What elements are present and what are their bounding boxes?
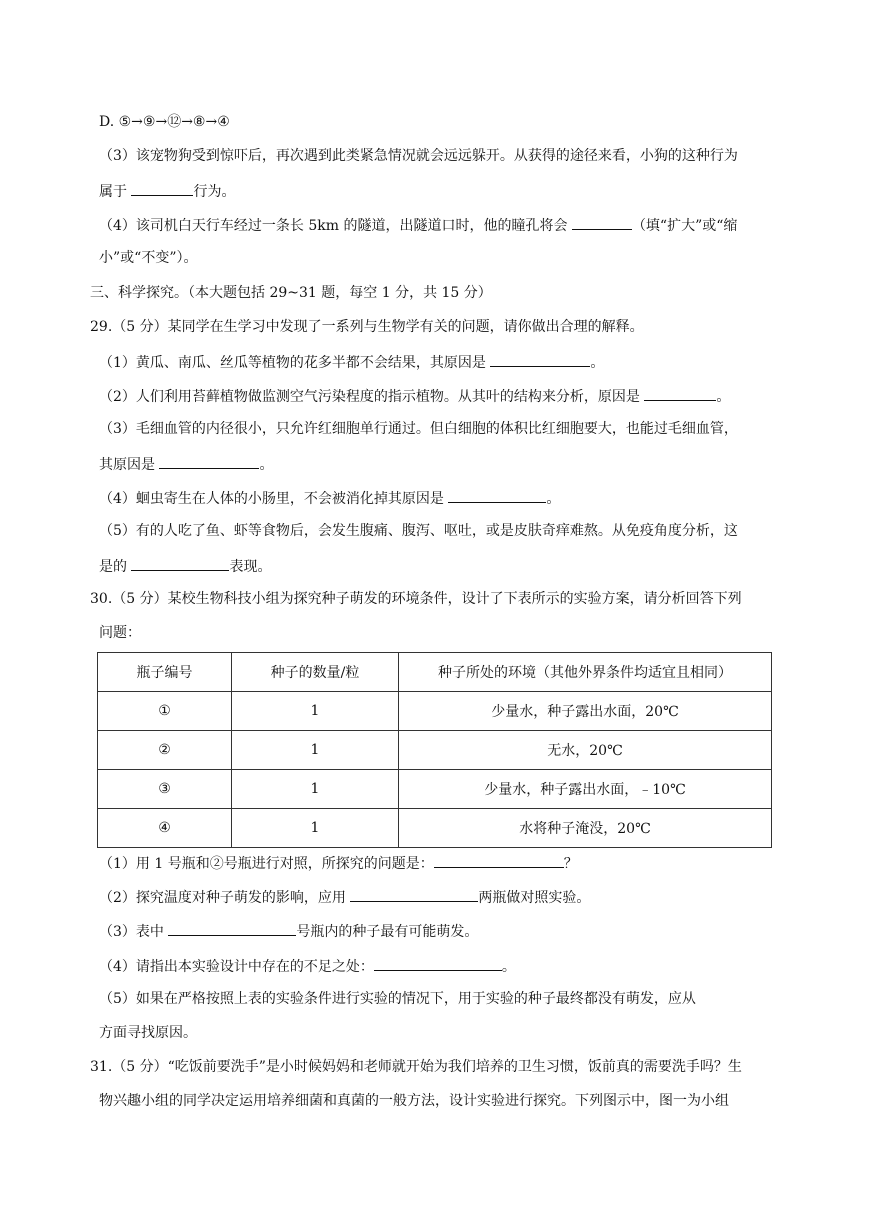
table-row (98, 770, 772, 809)
q29-4: （4）蛔虫寄生在人体的小肠里，不会被消化掉其原因是 。 (99, 487, 560, 509)
q31-stem: 31.（5 分）“吃饭前要洗手”是小时候妈妈和老师就开始为我们培养的卫生习惯，饭前真的需要洗手吗？生 (90, 1059, 742, 1075)
answer-blank[interactable] (168, 920, 296, 936)
q30-1: （1）用 1 号瓶和②号瓶进行对照，所探究的问题是： ？ (99, 852, 578, 874)
experiment-table (97, 652, 772, 848)
answer-blank[interactable] (131, 180, 193, 196)
table-cell: 1 (232, 692, 399, 731)
table-header: 种子的数量/粒 (232, 653, 399, 692)
q4-text: （4）该司机白天行车经过一条长 5km 的隧道，出隧道口时，他的瞳孔将会 （填“扩大”或“缩 (99, 214, 737, 236)
table-cell: 少量水，种子露出水面，﹣10℃ (399, 770, 772, 809)
table-cell: 少量水，种子露出水面，20℃ (399, 692, 772, 731)
table-header: 瓶子编号 (98, 653, 232, 692)
answer-blank[interactable] (350, 886, 478, 902)
table-cell: ② (98, 731, 232, 770)
table-cell: ④ (98, 809, 232, 848)
q3-text: （3）该宠物狗受到惊吓后，再次遇到此类紧急情况就会远远躲开。从获得的途径来看，小狗的这种行为 (99, 148, 738, 164)
q30-stem: 30.（5 分）某校生物科技小组为探究种子萌发的环境条件，设计了下表所示的实验方案，请分析回答下列 (90, 591, 742, 607)
q29-3-cont: 其原因是 。 (99, 453, 273, 475)
table-cell: 1 (232, 809, 399, 848)
q29-stem: 29.（5 分）某同学在生学习中发现了一系列与生物学有关的问题，请你做出合理的解释。 (90, 319, 644, 335)
table-cell: ① (98, 692, 232, 731)
table-header-row (98, 653, 772, 692)
answer-blank[interactable] (434, 852, 564, 868)
table-cell: ③ (98, 770, 232, 809)
option-d: D. ⑤→⑨→⑫→⑧→④ (99, 114, 230, 130)
table-row (98, 731, 772, 770)
q29-5: （5）有的人吃了鱼、虾等食物后，会发生腹痛、腹泻、呕吐，或是皮肤奇痒难熬。从免疫角度分析，这 (99, 523, 738, 539)
q30-3: （3）表中 号瓶内的种子最有可能萌发。 (99, 920, 478, 942)
table-cell: 无水，20℃ (399, 731, 772, 770)
q4-text-cont: 小”或“不变”）。 (99, 250, 198, 266)
table-row (98, 692, 772, 731)
q30-2: （2）探究温度对种子萌发的影响，应用 两瓶做对照实验。 (99, 886, 590, 908)
q30-4: （4）请指出本实验设计中存在的不足之处： 。 (99, 955, 516, 977)
q30-5-cont: 方面寻找原因。 (99, 1025, 197, 1041)
q29-1: （1）黄瓜、南瓜、丝瓜等植物的花多半都不会结果，其原因是 。 (99, 351, 604, 373)
table-cell: 1 (232, 770, 399, 809)
q3-answer-line: 属于 行为。 (99, 180, 235, 202)
answer-blank[interactable] (572, 214, 632, 230)
section-heading: 三、科学探究。（本大题包括 29~31 题，每空 1 分，共 15 分） (90, 285, 492, 301)
q31-stem-cont: 物兴趣小组的同学决定运用培养细菌和真菌的一般方法，设计实验进行探究。下列图示中，图一为小组 (99, 1093, 729, 1109)
table-header: 种子所处的环境（其他外界条件均适宜且相同） (399, 653, 772, 692)
q29-3: （3）毛细血管的内径很小，只允许红细胞单行通过。但白细胞的体积比红细胞要大，也能过毛细血管， (99, 421, 738, 437)
q30-stem-cont: 问题： (99, 625, 141, 641)
answer-blank[interactable] (448, 487, 546, 503)
table-cell: 1 (232, 731, 399, 770)
table-row (98, 809, 772, 848)
answer-blank[interactable] (490, 351, 590, 367)
q29-5-cont: 是的 表现。 (99, 555, 271, 577)
answer-blank[interactable] (159, 453, 259, 469)
q29-2: （2）人们利用苔藓植物做监测空气污染程度的指示植物。从其叶的结构来分析，原因是 。 (99, 385, 730, 407)
answer-blank[interactable] (131, 555, 229, 571)
table-cell: 水将种子淹没，20℃ (399, 809, 772, 848)
answer-blank[interactable] (644, 385, 716, 401)
answer-blank[interactable] (374, 955, 502, 971)
q30-5: （5）如果在严格按照上表的实验条件进行实验的情况下，用于实验的种子最终都没有萌发，应从 (99, 991, 696, 1007)
